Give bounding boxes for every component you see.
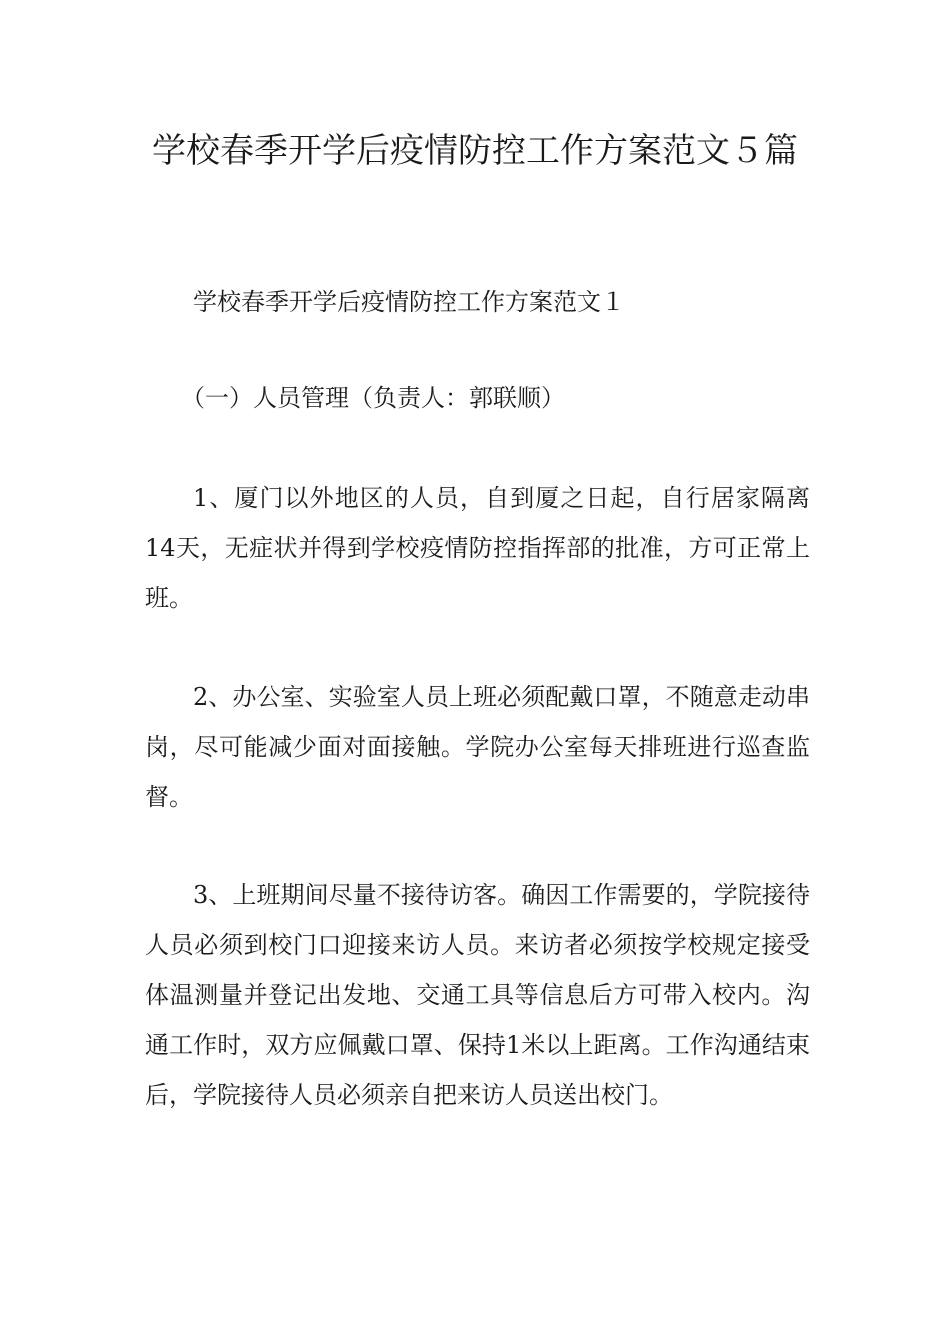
section-heading: （一）人员管理（负责人：郭联顺） [181,384,565,412]
paragraph-3: 3、上班期间尽量不接待访客。确因工作需要的，学院接待人员必须到校门口迎接来访人员。来访者必须按学校规定接受体温测量并登记出发地、交通工具等信息后方可带入校内。沟通工作时，双方应佩戴口罩、保持1米以上距离。工作沟通结束后，学院接待人员必须亲自把来访人员送出校门。 [145,881,810,1109]
paragraph-1: 1、厦门以外地区的人员，自到厦之日起，自行居家隔离14天，无症状并得到学校疫情防控指挥部的批准，方可正常上班。 [145,484,810,612]
document-title: 学校春季开学后疫情防控工作方案范文５篇 [152,131,798,171]
section-subtitle: 学校春季开学后疫情防控工作方案范文１ [193,288,625,316]
paragraph-2: 2、办公室、实验室人员上班必须配戴口罩，不随意走动串岗，尽可能减少面对面接触。学院办公室每天排班进行巡查监督。 [145,683,810,811]
